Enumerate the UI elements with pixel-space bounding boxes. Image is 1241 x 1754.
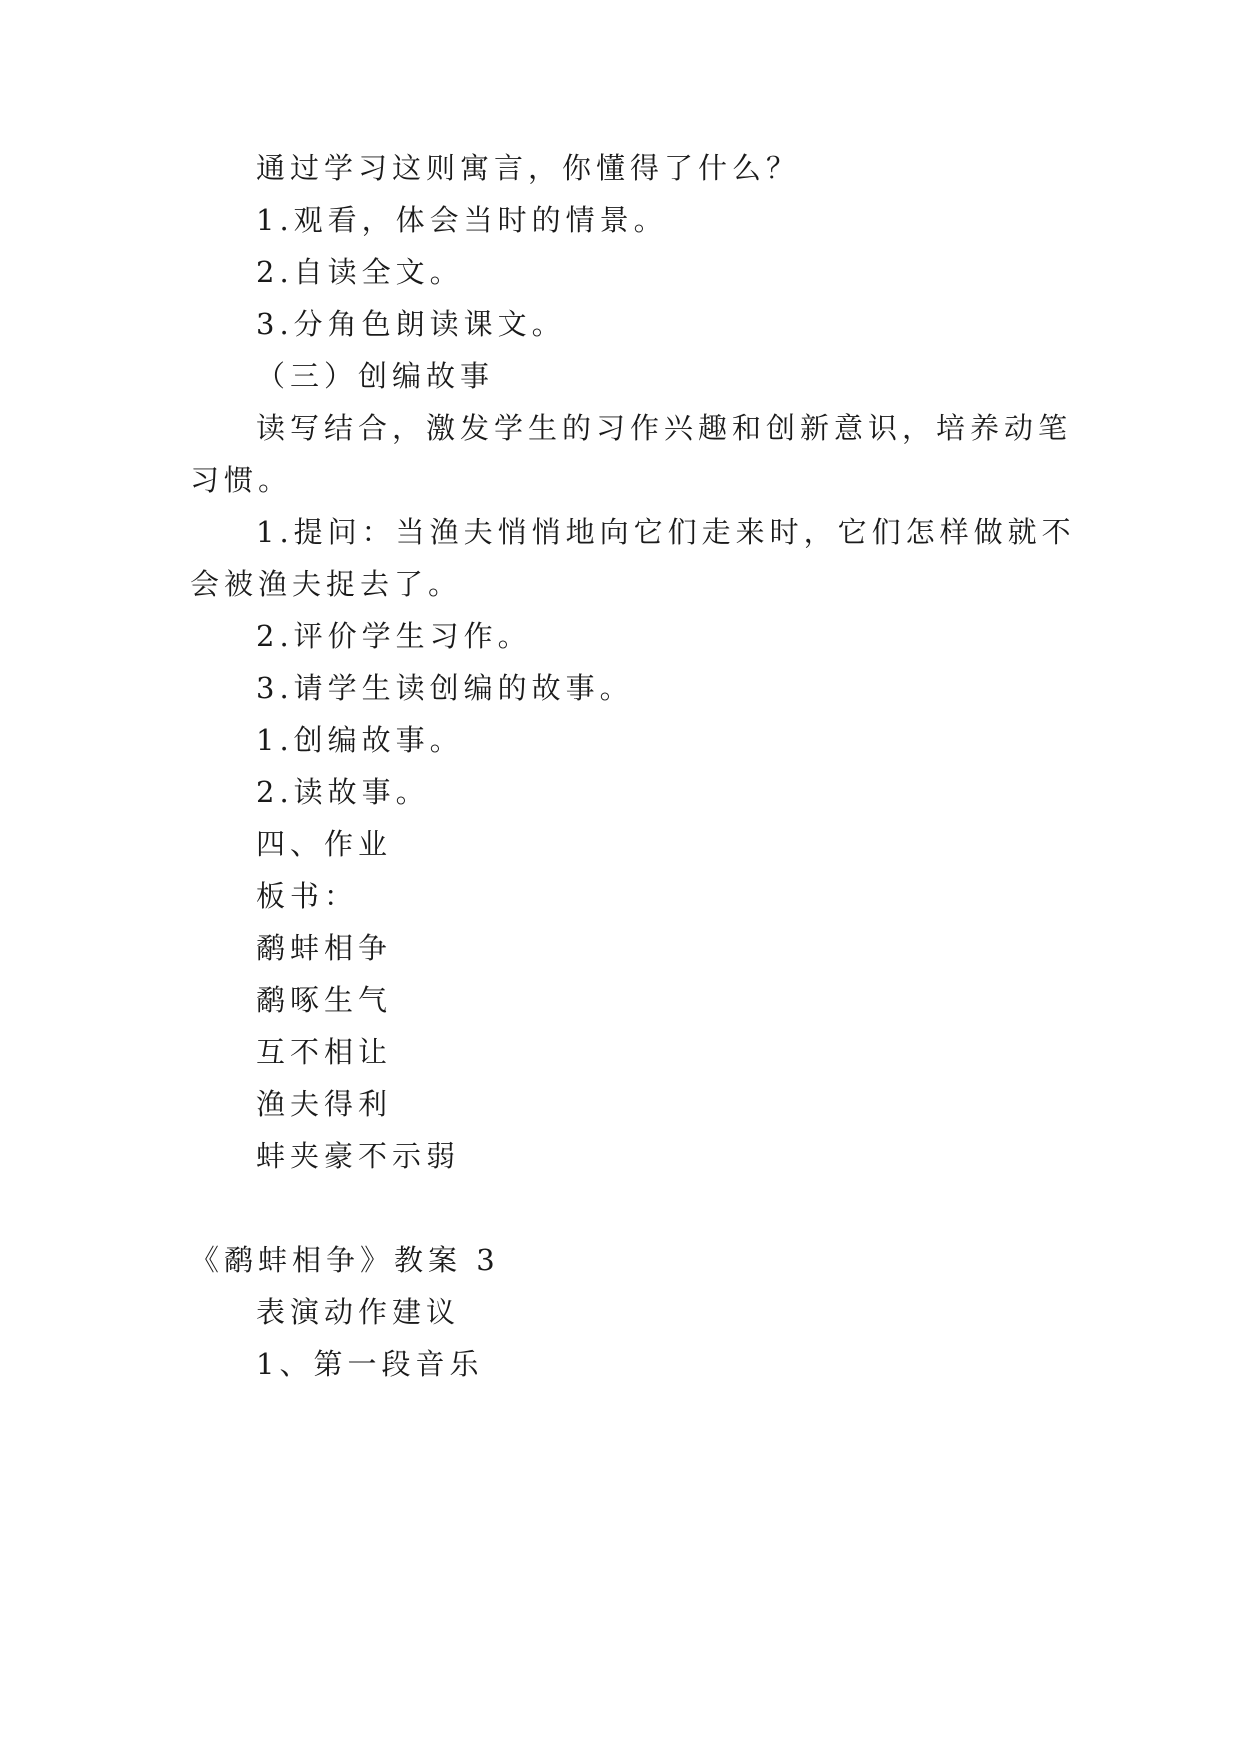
list-item-first-music: 1、第一段音乐 [256, 1347, 484, 1381]
list-item-evaluate: 2.评价学生习作。 [256, 619, 532, 653]
section-heading-homework: 四、作业 [256, 827, 393, 861]
list-item-students-read: 3.请学生读创编的故事。 [256, 671, 634, 705]
document-title: 《鹬蚌相争》教案 3 [190, 1243, 500, 1277]
paragraph-performance-suggestions: 表演动作建议 [256, 1295, 461, 1329]
paragraph-read-write-cont: 习惯。 [190, 463, 293, 497]
list-item-create-story: 1.创编故事。 [256, 723, 464, 757]
list-item-question: 1.提问：当渔夫悄悄地向它们走来时，它们怎样做就不 [256, 515, 1076, 549]
paragraph-read-write: 读写结合，激发学生的习作兴趣和创新意识，培养动笔 [256, 411, 1073, 445]
blackboard-line: 蚌夹豪不示弱 [256, 1139, 461, 1173]
blackboard-label: 板书： [256, 879, 359, 913]
list-item-role-read: 3.分角色朗读课文。 [256, 307, 566, 341]
blackboard-line: 互不相让 [256, 1035, 393, 1069]
blackboard-line: 渔夫得利 [256, 1087, 393, 1121]
blackboard-line: 鹬啄生气 [256, 983, 393, 1017]
list-item-read-story: 2.读故事。 [256, 775, 430, 809]
list-item-watch: 1.观看，体会当时的情景。 [256, 203, 668, 237]
list-item-question-cont: 会被渔夫捉去了。 [190, 567, 463, 601]
list-item-self-read: 2.自读全文。 [256, 255, 464, 289]
paragraph-question: 通过学习这则寓言，你懂得了什么？ [256, 151, 801, 185]
section-heading-create-story: （三）创编故事 [256, 359, 495, 393]
blackboard-line: 鹬蚌相争 [256, 931, 393, 965]
